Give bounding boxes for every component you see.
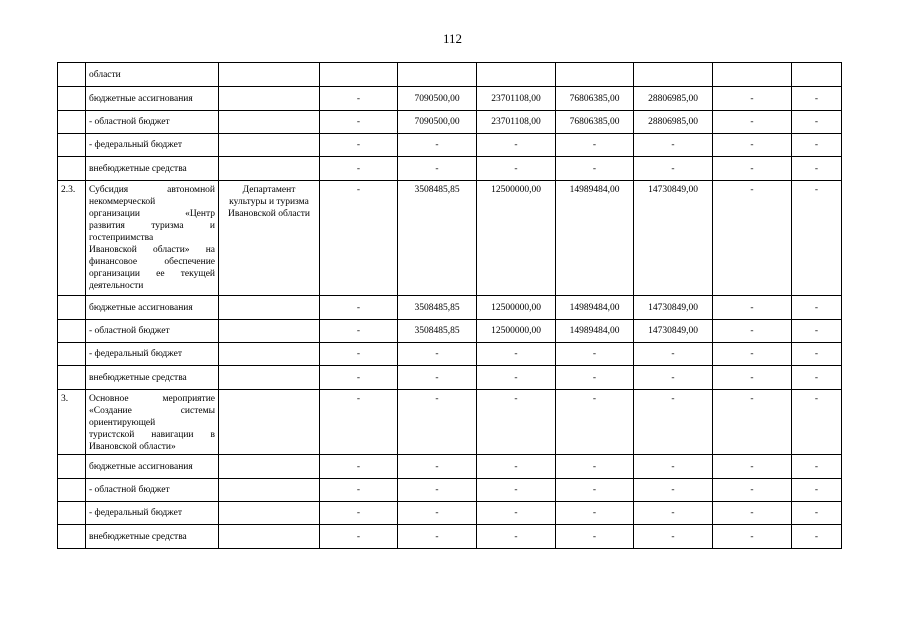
item-name-line: Ивановской области»: [89, 442, 176, 452]
amount-cell: -: [320, 320, 398, 343]
table-row: [58, 525, 842, 549]
row-number-cell: [58, 134, 86, 157]
item-name-line: финансовое обеспечение: [89, 257, 215, 267]
amount-cell: -: [320, 181, 398, 296]
amount-cell: -: [634, 343, 713, 366]
amount-cell: -: [320, 87, 398, 111]
amount-cell: 14989484,00: [556, 181, 634, 296]
amount-cell: -: [634, 502, 713, 525]
amount-cell: 23701108,00: [477, 87, 556, 111]
amount-cell: -: [556, 343, 634, 366]
amount-cell: 3508485,85: [398, 296, 477, 320]
table-row: [58, 366, 842, 390]
item-name-line: «Создание системы: [89, 406, 215, 416]
row-number-cell: [58, 502, 86, 525]
row-number-cell: [58, 479, 86, 502]
amount-cell: 3508485,85: [398, 181, 477, 296]
amount-cell: -: [792, 525, 842, 549]
amount-cell: -: [477, 157, 556, 181]
item-name-cell: области: [86, 63, 219, 87]
amount-cell: -: [792, 502, 842, 525]
amount-cell: -: [320, 111, 398, 134]
department-cell: [219, 390, 320, 455]
department-line: Ивановской области: [227, 209, 311, 219]
amount-cell: 12500000,00: [477, 296, 556, 320]
amount-cell: -: [556, 479, 634, 502]
amount-cell: [634, 63, 713, 87]
row-number-cell: [58, 87, 86, 111]
table-row: [58, 157, 842, 181]
department-line: Департамент: [242, 185, 296, 195]
item-name-line: ориентирующей: [89, 418, 156, 428]
amount-cell: -: [320, 157, 398, 181]
department-cell: [219, 502, 320, 525]
table-row-activity: [58, 181, 842, 296]
amount-cell: 12500000,00: [477, 181, 556, 296]
item-name-line: Ивановской области» на: [89, 245, 215, 255]
amount-cell: -: [713, 87, 792, 111]
amount-cell: [792, 63, 842, 87]
amount-cell: 14989484,00: [556, 296, 634, 320]
department-cell: [219, 320, 320, 343]
department-cell: [219, 157, 320, 181]
amount-cell: -: [477, 366, 556, 390]
item-name-cell: внебюджетные средства: [86, 525, 219, 549]
item-name-line: туристской навигации в: [89, 430, 215, 440]
amount-cell: 23701108,00: [477, 111, 556, 134]
amount-cell: -: [792, 366, 842, 390]
amount-cell: -: [320, 479, 398, 502]
amount-cell: -: [477, 502, 556, 525]
item-name-cell: [86, 181, 219, 296]
amount-cell: -: [713, 296, 792, 320]
amount-cell: -: [792, 479, 842, 502]
item-name-line: организации «Центр: [89, 209, 215, 219]
amount-cell: -: [634, 455, 713, 479]
table-row: [58, 320, 842, 343]
amount-cell: -: [792, 157, 842, 181]
amount-cell: [477, 63, 556, 87]
row-number-cell: [58, 343, 86, 366]
table-row: [58, 479, 842, 502]
amount-cell: -: [792, 455, 842, 479]
amount-cell: -: [320, 525, 398, 549]
amount-cell: -: [398, 502, 477, 525]
table-row: [58, 134, 842, 157]
department-cell: [219, 296, 320, 320]
item-name-cell: - федеральный бюджет: [86, 343, 219, 366]
amount-cell: -: [792, 134, 842, 157]
item-name-line: развития туризма и: [89, 221, 215, 231]
amount-cell: -: [320, 366, 398, 390]
amount-cell: -: [556, 366, 634, 390]
amount-cell: [398, 63, 477, 87]
amount-cell: -: [713, 343, 792, 366]
amount-cell: -: [713, 525, 792, 549]
department-cell: [219, 63, 320, 87]
amount-cell: -: [792, 390, 842, 455]
amount-cell: -: [477, 525, 556, 549]
row-number-cell: 3.: [58, 390, 86, 455]
amount-cell: [320, 63, 398, 87]
table-row: [58, 455, 842, 479]
amount-cell: -: [556, 390, 634, 455]
amount-cell: -: [713, 479, 792, 502]
table-row: [58, 111, 842, 134]
row-number-cell: [58, 63, 86, 87]
amount-cell: -: [320, 502, 398, 525]
department-cell: [219, 111, 320, 134]
item-name-line: организации ее текущей: [89, 269, 215, 279]
amount-cell: 76806385,00: [556, 87, 634, 111]
amount-cell: -: [792, 87, 842, 111]
amount-cell: -: [320, 455, 398, 479]
amount-cell: -: [713, 111, 792, 134]
item-name-cell: бюджетные ассигнования: [86, 296, 219, 320]
amount-cell: 28806985,00: [634, 87, 713, 111]
amount-cell: -: [792, 181, 842, 296]
department-cell: [219, 87, 320, 111]
table-row: [58, 63, 842, 87]
amount-cell: -: [320, 390, 398, 455]
item-name-cell: бюджетные ассигнования: [86, 455, 219, 479]
item-name-line: Субсидия автономной: [89, 185, 215, 195]
table-row: [58, 87, 842, 111]
row-number-cell: [58, 455, 86, 479]
amount-cell: -: [477, 455, 556, 479]
item-name-cell: - федеральный бюджет: [86, 502, 219, 525]
amount-cell: 76806385,00: [556, 111, 634, 134]
amount-cell: -: [398, 479, 477, 502]
amount-cell: -: [398, 366, 477, 390]
department-cell: [219, 181, 320, 296]
row-number-cell: [58, 111, 86, 134]
amount-cell: 7090500,00: [398, 111, 477, 134]
item-name-cell: [86, 390, 219, 455]
amount-cell: -: [398, 455, 477, 479]
department-cell: [219, 343, 320, 366]
row-number-cell: [58, 157, 86, 181]
amount-cell: -: [634, 157, 713, 181]
amount-cell: -: [398, 343, 477, 366]
item-name-cell: - областной бюджет: [86, 111, 219, 134]
amount-cell: -: [713, 157, 792, 181]
amount-cell: -: [398, 134, 477, 157]
amount-cell: -: [556, 502, 634, 525]
item-name-cell: - федеральный бюджет: [86, 134, 219, 157]
item-name-line: некоммерческой: [89, 197, 156, 207]
amount-cell: -: [320, 134, 398, 157]
amount-cell: -: [320, 296, 398, 320]
amount-cell: -: [713, 134, 792, 157]
item-name-cell: внебюджетные средства: [86, 366, 219, 390]
table-row-activity: [58, 390, 842, 455]
amount-cell: -: [713, 502, 792, 525]
amount-cell: -: [477, 479, 556, 502]
amount-cell: -: [713, 181, 792, 296]
department-cell: [219, 455, 320, 479]
amount-cell: -: [556, 157, 634, 181]
page-number: 112: [442, 31, 463, 46]
amount-cell: -: [398, 157, 477, 181]
amount-cell: -: [792, 320, 842, 343]
amount-cell: 14730849,00: [634, 296, 713, 320]
amount-cell: -: [398, 525, 477, 549]
amount-cell: 28806985,00: [634, 111, 713, 134]
table-row: [58, 502, 842, 525]
row-number-cell: [58, 320, 86, 343]
amount-cell: -: [713, 390, 792, 455]
amount-cell: 3508485,85: [398, 320, 477, 343]
item-name-cell: - областной бюджет: [86, 320, 219, 343]
department-line: культуры и туризма: [229, 197, 309, 207]
amount-cell: -: [634, 525, 713, 549]
table-row: [58, 296, 842, 320]
amount-cell: -: [477, 343, 556, 366]
amount-cell: -: [477, 134, 556, 157]
department-cell: [219, 525, 320, 549]
amount-cell: -: [713, 366, 792, 390]
amount-cell: -: [634, 134, 713, 157]
amount-cell: -: [320, 343, 398, 366]
amount-cell: -: [556, 134, 634, 157]
department-cell: [219, 479, 320, 502]
department-cell: [219, 366, 320, 390]
amount-cell: 7090500,00: [398, 87, 477, 111]
amount-cell: -: [398, 390, 477, 455]
row-number-cell: [58, 296, 86, 320]
department-cell: [219, 134, 320, 157]
amount-cell: -: [713, 455, 792, 479]
amount-cell: -: [792, 343, 842, 366]
amount-cell: [556, 63, 634, 87]
item-name-line: Основное мероприятие: [89, 394, 215, 404]
amount-cell: 14730849,00: [634, 181, 713, 296]
amount-cell: -: [792, 111, 842, 134]
amount-cell: 14730849,00: [634, 320, 713, 343]
amount-cell: -: [634, 479, 713, 502]
amount-cell: -: [556, 525, 634, 549]
row-number-cell: [58, 525, 86, 549]
row-number-cell: [58, 366, 86, 390]
row-number-cell: 2.3.: [58, 181, 86, 296]
amount-cell: -: [792, 296, 842, 320]
amount-cell: -: [556, 455, 634, 479]
item-name-cell: - областной бюджет: [86, 479, 219, 502]
amount-cell: -: [634, 366, 713, 390]
amount-cell: -: [477, 390, 556, 455]
amount-cell: 12500000,00: [477, 320, 556, 343]
item-name-line: деятельности: [89, 281, 144, 291]
budget-table: [57, 62, 842, 549]
amount-cell: [713, 63, 792, 87]
item-name-line: гостеприимства: [89, 233, 154, 243]
amount-cell: -: [713, 320, 792, 343]
amount-cell: -: [634, 390, 713, 455]
table-row: [58, 343, 842, 366]
amount-cell: 14989484,00: [556, 320, 634, 343]
item-name-cell: бюджетные ассигнования: [86, 87, 219, 111]
item-name-cell: внебюджетные средства: [86, 157, 219, 181]
